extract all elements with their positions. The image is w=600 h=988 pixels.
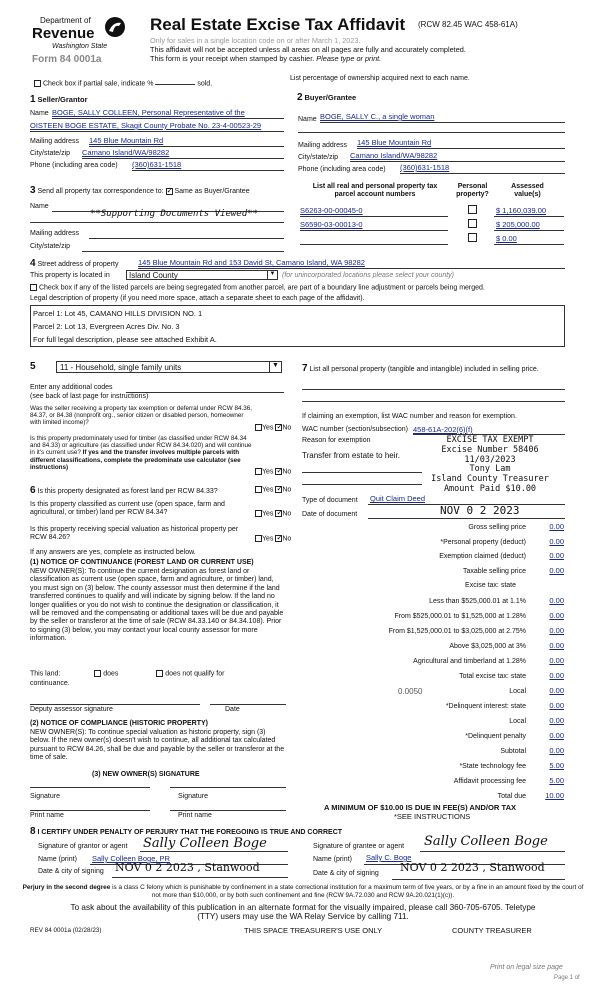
partial-sold-label: sold. <box>197 80 213 88</box>
corr-same-label: Same as Buyer/Grantee <box>174 188 250 195</box>
notice-compliance-title: (2) NOTICE OF COMPLIANCE (HISTORIC PROPERTY) <box>30 720 208 727</box>
correspondence-row <box>30 185 250 197</box>
timber-question <box>30 435 254 471</box>
chevron-down-icon: ▼ <box>267 271 277 279</box>
sec6-num: 6 <box>30 485 36 496</box>
corr-city-label: City/state/zip <box>30 243 71 250</box>
seller-city-label: City/state/zip <box>30 150 71 157</box>
seller-phone-label: Phone (including area code) <box>30 162 118 169</box>
wac-label: WAC number (section/subsection) <box>302 426 408 433</box>
grantor-name-label: Name (print) <box>38 856 77 863</box>
assessed-value-1[interactable]: $ 1,160,039.00 <box>496 206 547 215</box>
use-code-select[interactable] <box>56 361 282 373</box>
this-land-label: This land: <box>30 670 61 678</box>
stamp-line-5: Island County Treasurer <box>431 474 549 485</box>
timber-question-a: Is this property predominately used for timber (as classified under RCW 84.34 and 84.33) or agriculture (as classified under RCW 84.34.020) and will continue in it's current use? <box>30 435 252 457</box>
total-state-label: Total excise tax: state <box>459 673 526 680</box>
grantee-name-label: Name (print) <box>313 856 352 863</box>
tier2-value[interactable]: 0.00 <box>549 611 564 620</box>
exemption-deduct-value[interactable]: 0.00 <box>549 551 564 560</box>
ownership-note: List percentage of ownership acquired next to each name. <box>290 75 470 82</box>
notice-continuance-body <box>30 568 286 644</box>
tier1-label: Less than $525,000.01 at 1.1% <box>429 598 526 605</box>
tier3-label: From $1,525,000.01 to $3,025,000 at 2.75% <box>388 628 526 635</box>
notice-continuance-a: NEW OWNER(S): To continue the current designation as forest land or classification as current use (open space, farm and agriculture, or timber) land, you must sign on (3) below. <box>30 568 274 592</box>
located-label: This property is located in <box>30 272 110 279</box>
buyer-heading <box>297 92 356 104</box>
logo-state: Washington State <box>52 43 108 50</box>
does-not-label: does not qualify for <box>165 670 225 678</box>
grantor-signature[interactable]: Sally Colleen Boge <box>143 836 267 851</box>
deputy-signature-label: Deputy assessor signature <box>30 706 113 713</box>
alt-format-2: (TTY) users may use the WA Relay Service by calling 711. <box>197 912 409 922</box>
parcel-col-1a: List all real and personal property tax <box>312 183 438 190</box>
form-number: Form 84 0001a <box>32 54 102 65</box>
segregated-checkbox[interactable] <box>30 284 37 291</box>
owner-print-1-label: Print name <box>30 812 64 819</box>
forest-question: Is this property designated as forest land per RCW 84.33? <box>37 488 218 495</box>
seller-city[interactable]: Camano Island/WA/98282 <box>82 148 170 157</box>
delinquent-penalty-value[interactable]: 0.00 <box>549 731 564 740</box>
total-due-label: Total due <box>497 793 526 800</box>
alt-format-1: To ask about the availability of this publication in an alternate format for the visually impaired, please call 360-705-6705. Teletype <box>70 903 536 912</box>
assessed-col-b: value(s) <box>514 191 541 199</box>
legal-line-3: For full legal description, please see attached Exhibit A. <box>33 335 217 344</box>
exemption-deduct-label: Exemption claimed (deduct) <box>439 553 526 560</box>
any-yes-note: If any answers are yes, complete as instructed below. <box>30 549 196 556</box>
assessed-col-header <box>500 183 555 200</box>
delinquent-penalty-label: *Delinquent penalty <box>465 733 526 740</box>
forest-yes-checkbox[interactable] <box>255 486 262 493</box>
corr-mailing-label: Mailing address <box>30 230 80 237</box>
personal-checkbox-2[interactable] <box>468 219 477 228</box>
yes-label: Yes <box>262 535 274 543</box>
assessed-col-a: Assessed <box>511 183 544 190</box>
see-instructions: *SEE INSTRUCTIONS <box>394 812 471 821</box>
header-note-1: Only for sales in a single location code on or after March 1, 2023. <box>150 36 361 45</box>
county-select-value: Island County <box>129 271 178 280</box>
personal-checkbox-1[interactable] <box>468 205 477 214</box>
corr-name-label: Name <box>30 203 49 210</box>
sec7-num: 7 <box>302 363 308 374</box>
seller-name-label: Name <box>30 110 49 117</box>
buyer-phone-label: Phone (including area code) <box>298 166 386 173</box>
notice-compliance-body: NEW OWNER(S): To continue special valuation as historic property, sign (3) below. If the new owner(s) doesn't wish to continue, all additional tax calculated pursuant to RCW 84.26, shall be due and payable by the seller or transferor at the time of sale. <box>30 729 285 762</box>
exemption-no-checkbox[interactable] <box>275 424 282 431</box>
header-note-3 <box>150 55 381 64</box>
historic-yes-no <box>255 535 291 544</box>
does-not-checkbox[interactable] <box>156 670 163 677</box>
owner-print-2-label: Print name <box>178 812 212 819</box>
tier4-label: Above $3,025,000 at 3% <box>449 643 526 650</box>
logo-dept: Department of <box>40 16 91 25</box>
local-rate: 0.0050 <box>398 687 423 696</box>
personal-deduct-value[interactable]: 0.00 <box>549 537 564 546</box>
partial-sale-row <box>34 80 212 89</box>
taxable-price-value[interactable]: 0.00 <box>549 566 564 575</box>
gross-selling-value[interactable]: 0.00 <box>549 522 564 531</box>
stamp-line-3: 11/03/2023 <box>464 454 516 465</box>
prop-num: 4 <box>30 258 36 269</box>
delinquent-interest-label: *Delinquent interest: state <box>445 703 526 710</box>
forest-yes-no <box>255 486 291 495</box>
no-label: No <box>282 510 292 518</box>
yes-label: Yes <box>262 510 274 518</box>
notice-continuance-title: (1) NOTICE OF CONTINUANCE (FOREST LAND OR CURRENT USE) <box>30 559 254 566</box>
personal-property-row <box>302 363 539 375</box>
current-use-no-checkbox[interactable] <box>275 510 282 517</box>
tech-fee-label: *State technology fee <box>459 763 526 770</box>
partial-sale-checkbox[interactable] <box>34 80 41 87</box>
gross-selling-label: Gross selling price <box>468 524 526 531</box>
subtotal-value[interactable]: 0.00 <box>549 746 564 755</box>
grantor-date-label: Date & city of signing <box>38 868 104 875</box>
personal-col-a: Personal <box>457 183 488 190</box>
agri-label: Agricultural and timberland at 1.28% <box>413 658 526 665</box>
treasurer-use-label: THIS SPACE TREASURER'S USE ONLY <box>244 926 383 935</box>
tier4-value[interactable]: 0.00 <box>549 641 564 650</box>
processing-fee-label: Affidavit processing fee <box>453 778 526 785</box>
personal-property-label: List all personal property (tangible and intangible) included in selling price. <box>309 366 539 373</box>
parcel-col-header <box>300 183 450 200</box>
buyer-city[interactable]: Camano Island/WA/98282 <box>350 151 438 160</box>
excise-exempt-stamp <box>420 436 560 495</box>
seller-mailing-label: Mailing address <box>30 138 80 145</box>
taxable-price-label: Taxable selling price <box>462 568 526 575</box>
notice-continuance-b: The county assessor must then determine if the land transferred continues to qualify and will indicate by signing below. If the land no longer qualifies or you do not wish to continue the designation or classification, it will be removed and the compensating or additional taxes will be due and payable by the seller or transferor at the time of sale (RCW 84.33.140 or 84.34.108). Prior to signing (3) below, you may contact your local county assessor for more information. <box>30 584 284 643</box>
certify-label: I CERTIFY UNDER PENALTY OF PERJURY THAT THE FOREGOING IS TRUE AND CORRECT <box>37 829 343 836</box>
current-use-question: Is this property classified as current use (open space, farm and agricultural, or timber) land per RCW 84.34? <box>30 501 225 517</box>
header-note-3a: This form is your receipt when stamped by cashier. <box>150 54 315 63</box>
grantor-sig-label: Signature of grantor or agent <box>38 843 128 850</box>
street-address[interactable]: 145 Blue Mountain Rd and 153 David St, Camano Island, WA 98282 <box>138 258 365 267</box>
agri-value[interactable]: 0.00 <box>549 656 564 665</box>
doc-date-label: Date of document <box>302 511 358 518</box>
exemption-yes-checkbox[interactable] <box>255 424 262 431</box>
this-land-row <box>30 670 224 679</box>
exemption-yes-no <box>255 424 291 433</box>
seller-heading <box>30 94 88 106</box>
buyer-title: Buyer/Grantee <box>304 93 357 102</box>
exemption-question: Was the seller receiving a property tax exemption or deferral under RCW 84.36, 84.37, or 84.38 (nonprofit org., senior citizen or disabled person, homeowner with limited income)? <box>30 405 253 427</box>
personal-col-header <box>450 183 495 200</box>
assessed-value-2[interactable]: $ 205,000.00 <box>496 220 540 229</box>
timber-yes-checkbox[interactable] <box>255 468 262 475</box>
reason-value[interactable]: Transfer from estate to heir. <box>302 451 400 460</box>
grantee-date-label: Date & city of signing <box>313 870 379 877</box>
local-label: Local <box>509 688 526 695</box>
current-use-yes-checkbox[interactable] <box>255 510 262 517</box>
logo-mark-icon <box>104 16 126 38</box>
tier3-value[interactable]: 0.00 <box>549 626 564 635</box>
perjury-text: is a class C felony which is punishable by confinement in a state correctional institution for a maximum term of five years, or by a fine in an amount fixed by the court of not more than $10,000, or by both such confinement and fine (RCW 9A.72.030 and RCW 9A.20.021(1)(c)). <box>112 884 584 899</box>
buyer-phone[interactable]: (360)631-1518 <box>400 163 450 172</box>
personal-deduct-label: *Personal property (deduct) <box>440 539 526 546</box>
legal-description-label: Legal description of property (if you need more space, attach a separate sheet to each page of the affidavit). <box>30 295 365 302</box>
county-treasurer-label: COUNTY TREASURER <box>452 926 532 935</box>
grantee-name[interactable]: Sally C. Boge <box>366 853 412 862</box>
grantee-sig-label: Signature of grantee or agent <box>313 843 405 850</box>
excise-state-label: Excise tax: state <box>465 582 516 589</box>
use-code-value: 11 - Household, single family units <box>60 363 182 372</box>
seller-title: Seller/Grantor <box>37 95 88 104</box>
buyer-city-label: City/state/zip <box>298 154 339 161</box>
deputy-date-label: Date <box>225 706 240 713</box>
seller-mailing[interactable]: 145 Blue Mountain Rd <box>89 136 164 145</box>
delinquent-local-value[interactable]: 0.00 <box>549 716 564 725</box>
buyer-name-label: Name <box>298 116 317 123</box>
historic-no-checkbox[interactable] <box>275 535 282 542</box>
forest-no-checkbox[interactable] <box>275 486 282 493</box>
doc-type-label: Type of document <box>302 497 358 504</box>
minimum-due-note: A MINIMUM OF $10.00 IS DUE IN FEE(S) AND/OR TAX <box>324 803 517 812</box>
county-select[interactable] <box>126 270 278 280</box>
grantor-name[interactable]: Sally Colleen Boge, PR <box>92 854 170 863</box>
use-num: 5 <box>30 361 36 372</box>
print-legal-note: Print on legal size page <box>490 964 563 971</box>
header-note-3b: Please type or print. <box>316 54 382 63</box>
supporting-docs-stamp: **Supporting Documents Viewed** <box>90 209 258 219</box>
same-as-buyer-checkbox[interactable] <box>166 188 173 195</box>
buyer-num: 2 <box>297 92 303 103</box>
legal-description-box[interactable] <box>30 305 565 347</box>
legal-line-2: Parcel 2: Lot 13, Evergreen Acres Div. No. 3 <box>33 322 180 331</box>
form-title: Real Estate Excise Tax Affidavit <box>150 15 406 34</box>
county-hint: (for unincorporated locations please select your county) <box>282 272 454 279</box>
continuance-label: continuance. <box>30 680 70 687</box>
segregated-label: Check box if any of the listed parcels are being segregated from another parcel, are part of a boundary line adjustment or parcels being merged. <box>38 284 485 292</box>
no-label: No <box>282 486 292 494</box>
doc-date[interactable]: NOV 0 2 2023 <box>440 504 520 517</box>
assessed-value-3[interactable]: $ 0.00 <box>496 234 517 243</box>
parcel-col-1b: parcel account numbers <box>334 191 416 199</box>
corr-label: Send all property tax correspondence to: <box>37 188 164 195</box>
chevron-down-icon: ▼ <box>269 362 281 372</box>
owner-signature-1-label: Signature <box>30 793 60 800</box>
yes-label: Yes <box>262 424 274 432</box>
parcel-number-2[interactable]: S6590-03-00013-0 <box>300 220 363 229</box>
tech-fee-value[interactable]: 5.00 <box>549 761 564 770</box>
seller-name-1[interactable]: BOGE, SALLY COLLEEN, Personal Representative of the <box>52 108 245 117</box>
street-row <box>30 258 118 270</box>
additional-codes-note: (see back of last page for instructions) <box>30 393 149 400</box>
partial-sale-label: Check box if partial sale, indicate % <box>42 80 154 88</box>
does-label: does <box>103 670 119 678</box>
historic-question: Is this property receiving special valuation as historical property per RCW 84.26? <box>30 526 239 542</box>
header-note-2: This affidavit will not be accepted unless all areas on all pages are fully and accurately completed. <box>150 45 466 54</box>
no-label: No <box>282 424 292 432</box>
current-use-yes-no <box>255 510 291 519</box>
sec8-num: 8 <box>30 826 36 837</box>
stamp-line-4: Tony Lam <box>469 464 511 475</box>
total-due-value[interactable]: 10.00 <box>545 791 564 800</box>
seller-name-2[interactable]: OISTEEN BOGE ESTATE, Skagit County Probate No. 23-4-00523-29 <box>30 121 262 130</box>
tier2-label: From $525,000.01 to $1,525,000 at 1.28% <box>394 613 526 620</box>
stamp-line-6: Amount Paid $10.00 <box>443 483 537 494</box>
buyer-mailing-label: Mailing address <box>298 142 348 149</box>
grantor-date-city[interactable]: NOV 0 2 2023 , Stanwood <box>115 861 260 874</box>
stamp-line-1: EXCISE TAX EXEMPT <box>446 435 534 445</box>
street-label: Street address of property <box>37 261 119 268</box>
yes-label: Yes <box>262 468 274 476</box>
total-state-value[interactable]: 0.00 <box>549 671 564 680</box>
additional-codes-label: Enter any additional codes <box>30 384 113 391</box>
perjury-notice <box>18 884 588 899</box>
no-label: No <box>282 468 292 476</box>
processing-fee-value[interactable]: 5.00 <box>549 776 564 785</box>
personal-col-b: property? <box>456 191 489 199</box>
seller-phone[interactable]: (360)631-1518 <box>132 160 182 169</box>
tier1-value[interactable]: 0.00 <box>549 596 564 605</box>
new-owner-signature-title: (3) NEW OWNER(S) SIGNATURE <box>92 771 200 778</box>
stamp-line-2: Excise Number 58406 <box>441 444 539 455</box>
grantee-date-city[interactable]: NOV 0 2 2023 , Stanwood <box>400 861 545 874</box>
parcel-number-1[interactable]: S6263-00-00045-0 <box>300 206 363 215</box>
owner-signature-2-label: Signature <box>178 793 208 800</box>
seller-num: 1 <box>30 94 36 105</box>
form-rcw: (RCW 82.45 WAC 458-61A) <box>418 20 518 29</box>
wac-number[interactable]: 458-61A-202(6)(f) <box>413 425 473 434</box>
segregated-row <box>30 284 485 293</box>
timber-yes-no <box>255 468 291 477</box>
subtotal-label: Subtotal <box>500 748 526 755</box>
exemption-claim-label: If claiming an exemption, list WAC number and reason for exemption. <box>302 413 517 420</box>
alt-format-notice <box>18 903 588 922</box>
no-label: No <box>282 535 292 543</box>
buyer-mailing[interactable]: 145 Blue Mountain Rd <box>357 138 432 147</box>
legal-line-1: Parcel 1: Lot 45, CAMANO HILLS DIVISION NO. 1 <box>33 309 203 318</box>
historic-yes-checkbox[interactable] <box>255 535 262 542</box>
personal-checkbox-3[interactable] <box>468 233 477 242</box>
grantee-signature[interactable]: Sally Colleen Boge <box>424 834 548 849</box>
buyer-name[interactable]: BOGE, SALLY C., a single woman <box>320 112 435 121</box>
rev-number: REV 84 0001a (02/28/23) <box>30 927 102 934</box>
page-number: Page 1 of <box>554 975 580 981</box>
revenue-logo <box>18 14 130 74</box>
logo-revenue: Revenue <box>32 25 95 42</box>
reason-label: Reason for exemption <box>302 437 371 444</box>
perjury-bold: Perjury in the second degree <box>22 884 111 891</box>
delinquent-interest-value[interactable]: 0.00 <box>549 701 564 710</box>
does-checkbox[interactable] <box>94 670 101 677</box>
doc-type[interactable]: Quit Claim Deed <box>370 494 426 503</box>
timber-question-b: If yes and the transfer involves multiple parcels with different classifications, complete the predominate use calculator (see instructions) <box>30 449 241 471</box>
forest-question-row <box>30 485 218 497</box>
timber-no-checkbox[interactable] <box>275 468 282 475</box>
corr-num: 3 <box>30 185 36 196</box>
delinquent-local-label: Local <box>509 718 526 725</box>
yes-label: Yes <box>262 486 274 494</box>
local-value[interactable]: 0.00 <box>549 686 564 695</box>
